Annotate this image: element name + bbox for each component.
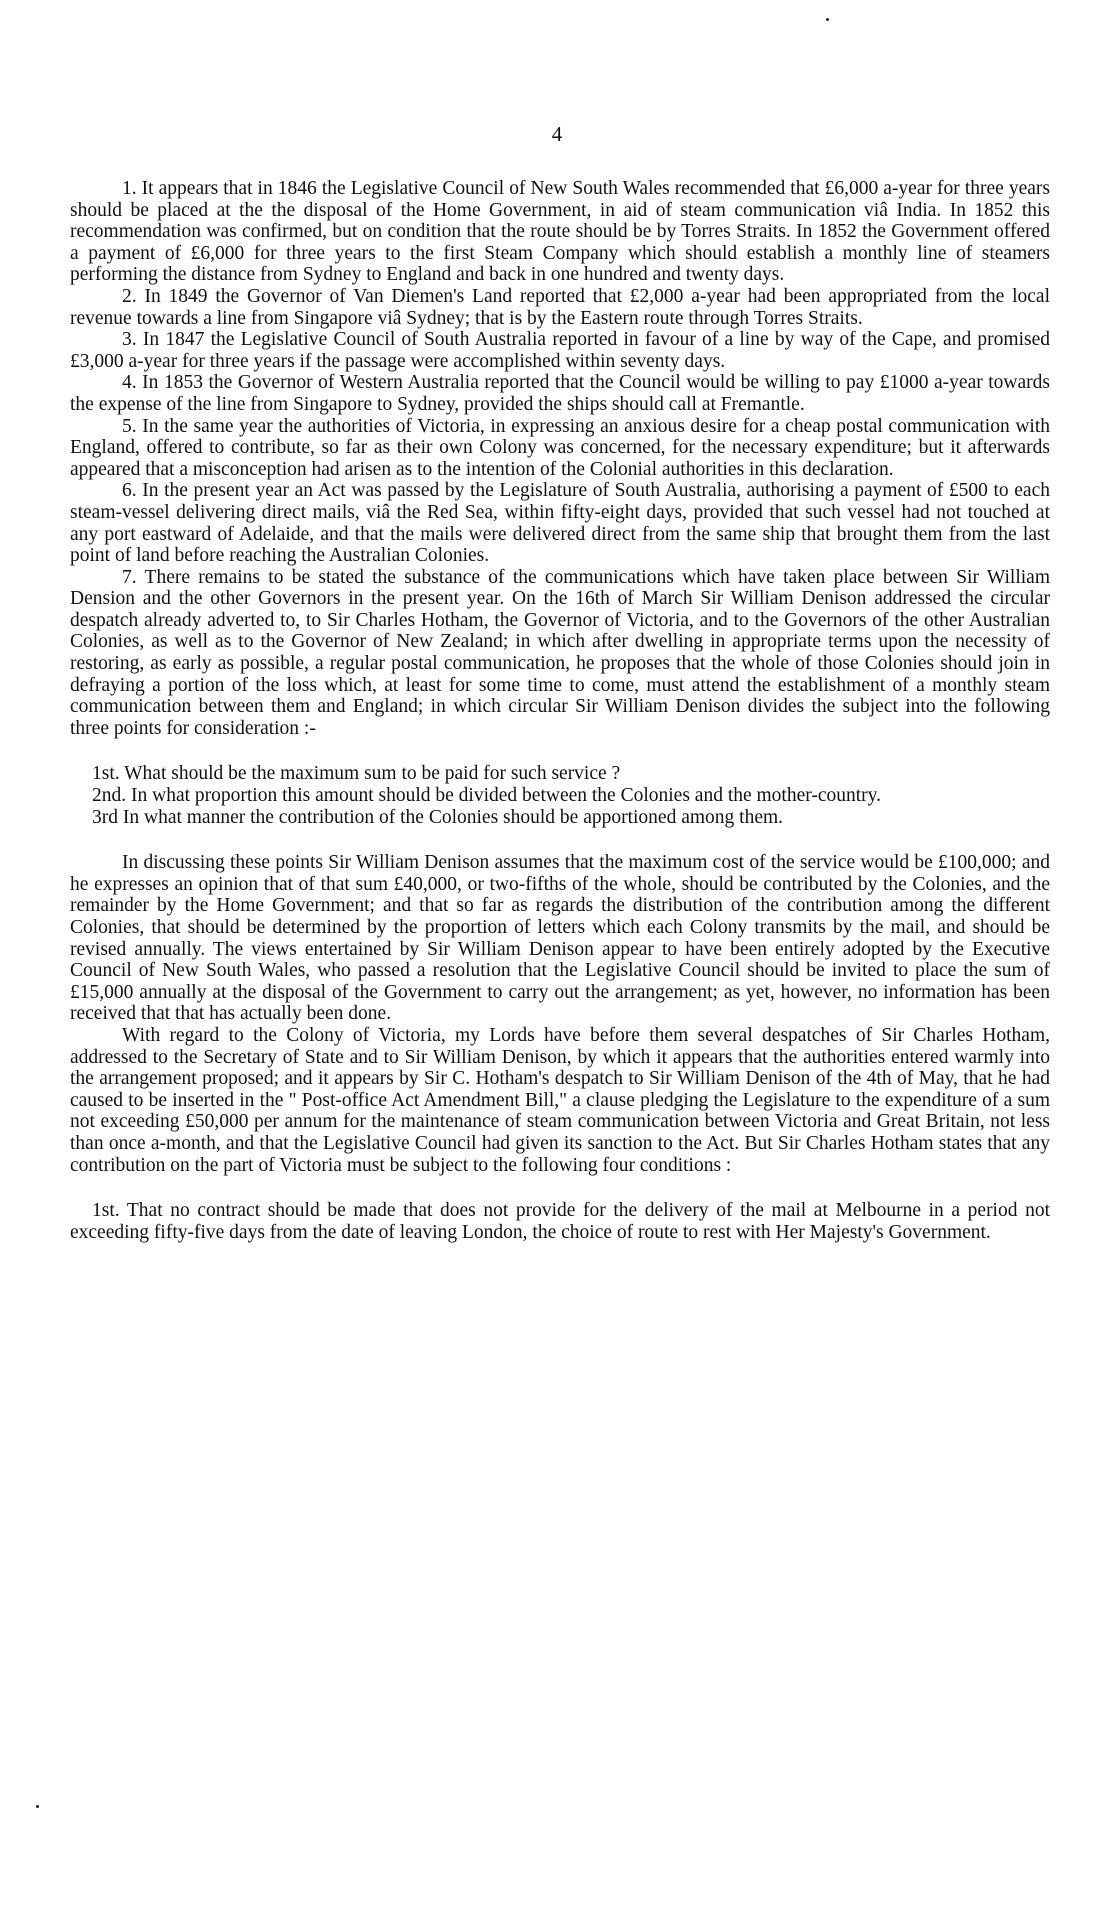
ink-speck: [826, 18, 829, 21]
condition-1st: 1st. That no contract should be made that does not provide for the delivery of the mail at Melbourne in a period not exceeding fifty-five days from the date of leaving London, the choice of route to rest with Her Majesty's Government.: [70, 1200, 1050, 1243]
paragraph-5: 5. In the same year the authorities of Victoria, in expressing an anxious desire for a cheap postal communication with England, offered to contribute, so far as their own Colony was concerned, for the necessary expenditure; but it afterwards appeared that a misconception had arisen as to the intention of the Colonial authorities in this declaration.: [70, 415, 1050, 480]
paragraph-1: 1. It appears that in 1846 the Legislative Council of New South Wales recommended that £6,000 a-year for three years should be placed at the the disposal of the Home Government, in aid of steam communication viâ India. In 1852 this recommendation was confirmed, but on condition that the route should be by Torres Straits. In 1852 the Government offered a payment of £6,000 for three years to the first Steam Company which should establish a monthly line of steamers performing the distance from Sydney to England and back in one hundred and twenty days.: [70, 178, 1050, 286]
paragraph-discussion: In discussing these points Sir William Denison assumes that the maximum cost of the service would be £100,000; and he expresses an opinion that of that sum £40,000, or two-fifths of the whole, should be contributed by the Colonies, and the remainder by the Home Government; and that so far as regards the distribution of the contribution among the different Colonies, that should be determined by the proportion of letters which each Colony transmits by the mail, and should be revised annually. The views entertained by Sir William Denison appear to have been entirely adopted by the Executive Council of New South Wales, who passed a resolution that the Legislative Council should be invited to place the sum of £15,000 annually at the disposal of the Government to carry out the arrangement; as yet, however, no information has been received that that has actually been done.: [70, 852, 1050, 1025]
paragraph-7: 7. There remains to be stated the substance of the communications which have taken place between Sir William Dension and the other Governors in the present year. On the 16th of March Sir William Denison addressed the circular despatch already adverted to, to Sir Charles Hotham, the Governor of Victoria, and to the Governors of the other Australian Colonies, as well as to the Governor of New Zealand; in which after dwelling in appropriate terms upon the necessity of restoring, as early as possible, a regular postal communication, he proposes that the whole of those Colonies should join in defraying a portion of the loss which, at least for some time to come, must attend the establishment of a monthly steam communication between them and England; in which circular Sir William Denison divides the subject into the following three points for consideration :-: [70, 566, 1050, 739]
paragraph-6: 6. In the present year an Act was passed by the Legislature of South Australia, authorising a payment of £500 to each steam-vessel delivering direct mails, viâ the Red Sea, within fifty-eight days, provided that such vessel had not touched at any port eastward of Adelaide, and that the mails were delivered direct from the same ship that brought them from the last point of land before reaching the Australian Colonies.: [70, 480, 1050, 567]
page-number: 4: [551, 122, 563, 146]
paragraph-victoria: With regard to the Colony of Victoria, my Lords have before them several despatches of Sir Charles Hotham, addressed to the Secretary of State and to Sir William Denison, by which it appears that the authorities entered warmly into the arrangement proposed; and it appears by Sir C. Hotham's despatch to Sir William Denison of the 4th of May, that he had caused to be inserted in the " Post-office Act Amendment Bill," a clause pledging the Legislature to the expenditure of a sum not exceeding £50,000 per annum for the maintenance of steam communication between Victoria and Great Britain, not less than once a-month, and that the Legislative Council had given its sanction to the Act. But Sir Charles Hotham states that any contribution on the part of Victoria must be subject to the following four conditions :: [70, 1024, 1050, 1176]
paragraph-2: 2. In 1849 the Governor of Van Diemen's Land reported that £2,000 a-year had been appropriated from the local revenue towards a line from Singapore viâ Sydney; that is by the Eastern route through Torres Straits.: [70, 285, 1050, 329]
paragraph-4: 4. In 1853 the Governor of Western Australia reported that the Council would be willing to pay £1000 a-year towards the expense of the line from Singapore to Sydney, provided the ships should call at Fremantle.: [70, 372, 1050, 415]
ink-speck: [36, 1805, 39, 1808]
point-3rd: 3rd In what manner the contribution of the Colonies should be apportioned among them.: [92, 806, 784, 828]
point-1st: 1st. What should be the maximum sum to be paid for such service ?: [92, 763, 621, 785]
point-2nd: 2nd. In what proportion this amount should be divided between the Colonies and the mother-country.: [92, 785, 882, 807]
body-text: [70, 178, 1050, 1243]
paragraph-3: 3. In 1847 the Legislative Council of South Australia reported in favour of a line by way of the Cape, and promised £3,000 a-year for three years if the passage were accomplished within seventy days.: [70, 329, 1050, 372]
